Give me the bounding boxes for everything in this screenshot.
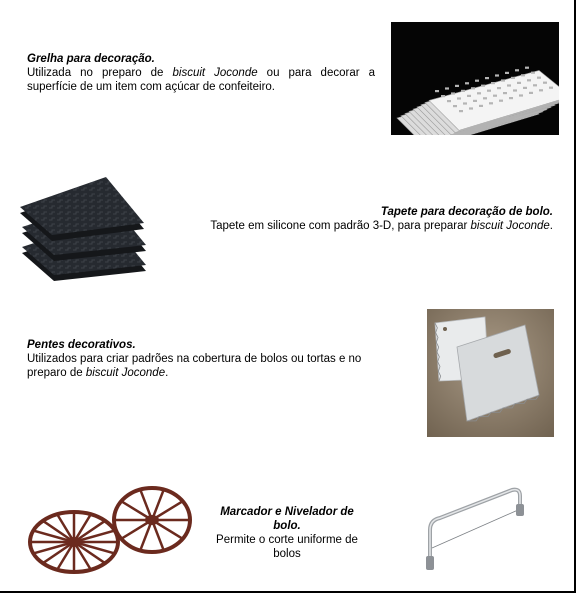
marcador-text-block [207, 505, 367, 561]
decorating-combs-photo [427, 309, 554, 437]
grelha-description: Utilizada no preparo de biscuit Joconde ou para decorar a superfície de um item com açúcar de confeiteiro. [27, 67, 375, 93]
cake-leveler-photo [416, 480, 533, 576]
pentes-text-block [27, 338, 387, 380]
tapete-description: Tapete em silicone com padrão 3-D, para preparar biscuit Joconde. [210, 220, 553, 232]
pentes-description: Utilizados para criar padrões na cobertura de bolos ou tortas e no preparo de biscuit Joconde. [27, 353, 362, 379]
grelha-title: Grelha para decoração. [27, 53, 155, 65]
grelha-text-block [27, 52, 375, 94]
pentes-title: Pentes decorativos. [27, 339, 136, 351]
stencil-grid-photo [391, 22, 559, 135]
marcador-title: Marcador e Nivelador de bolo. [220, 506, 354, 532]
cake-marker-photo [24, 478, 199, 578]
marcador-description: Permite o corte uniforme de bolos [216, 534, 358, 560]
tapete-text-block [168, 205, 553, 233]
silicone-mat-photo [16, 175, 151, 283]
tapete-title: Tapete para decoração de bolo. [380, 206, 553, 218]
